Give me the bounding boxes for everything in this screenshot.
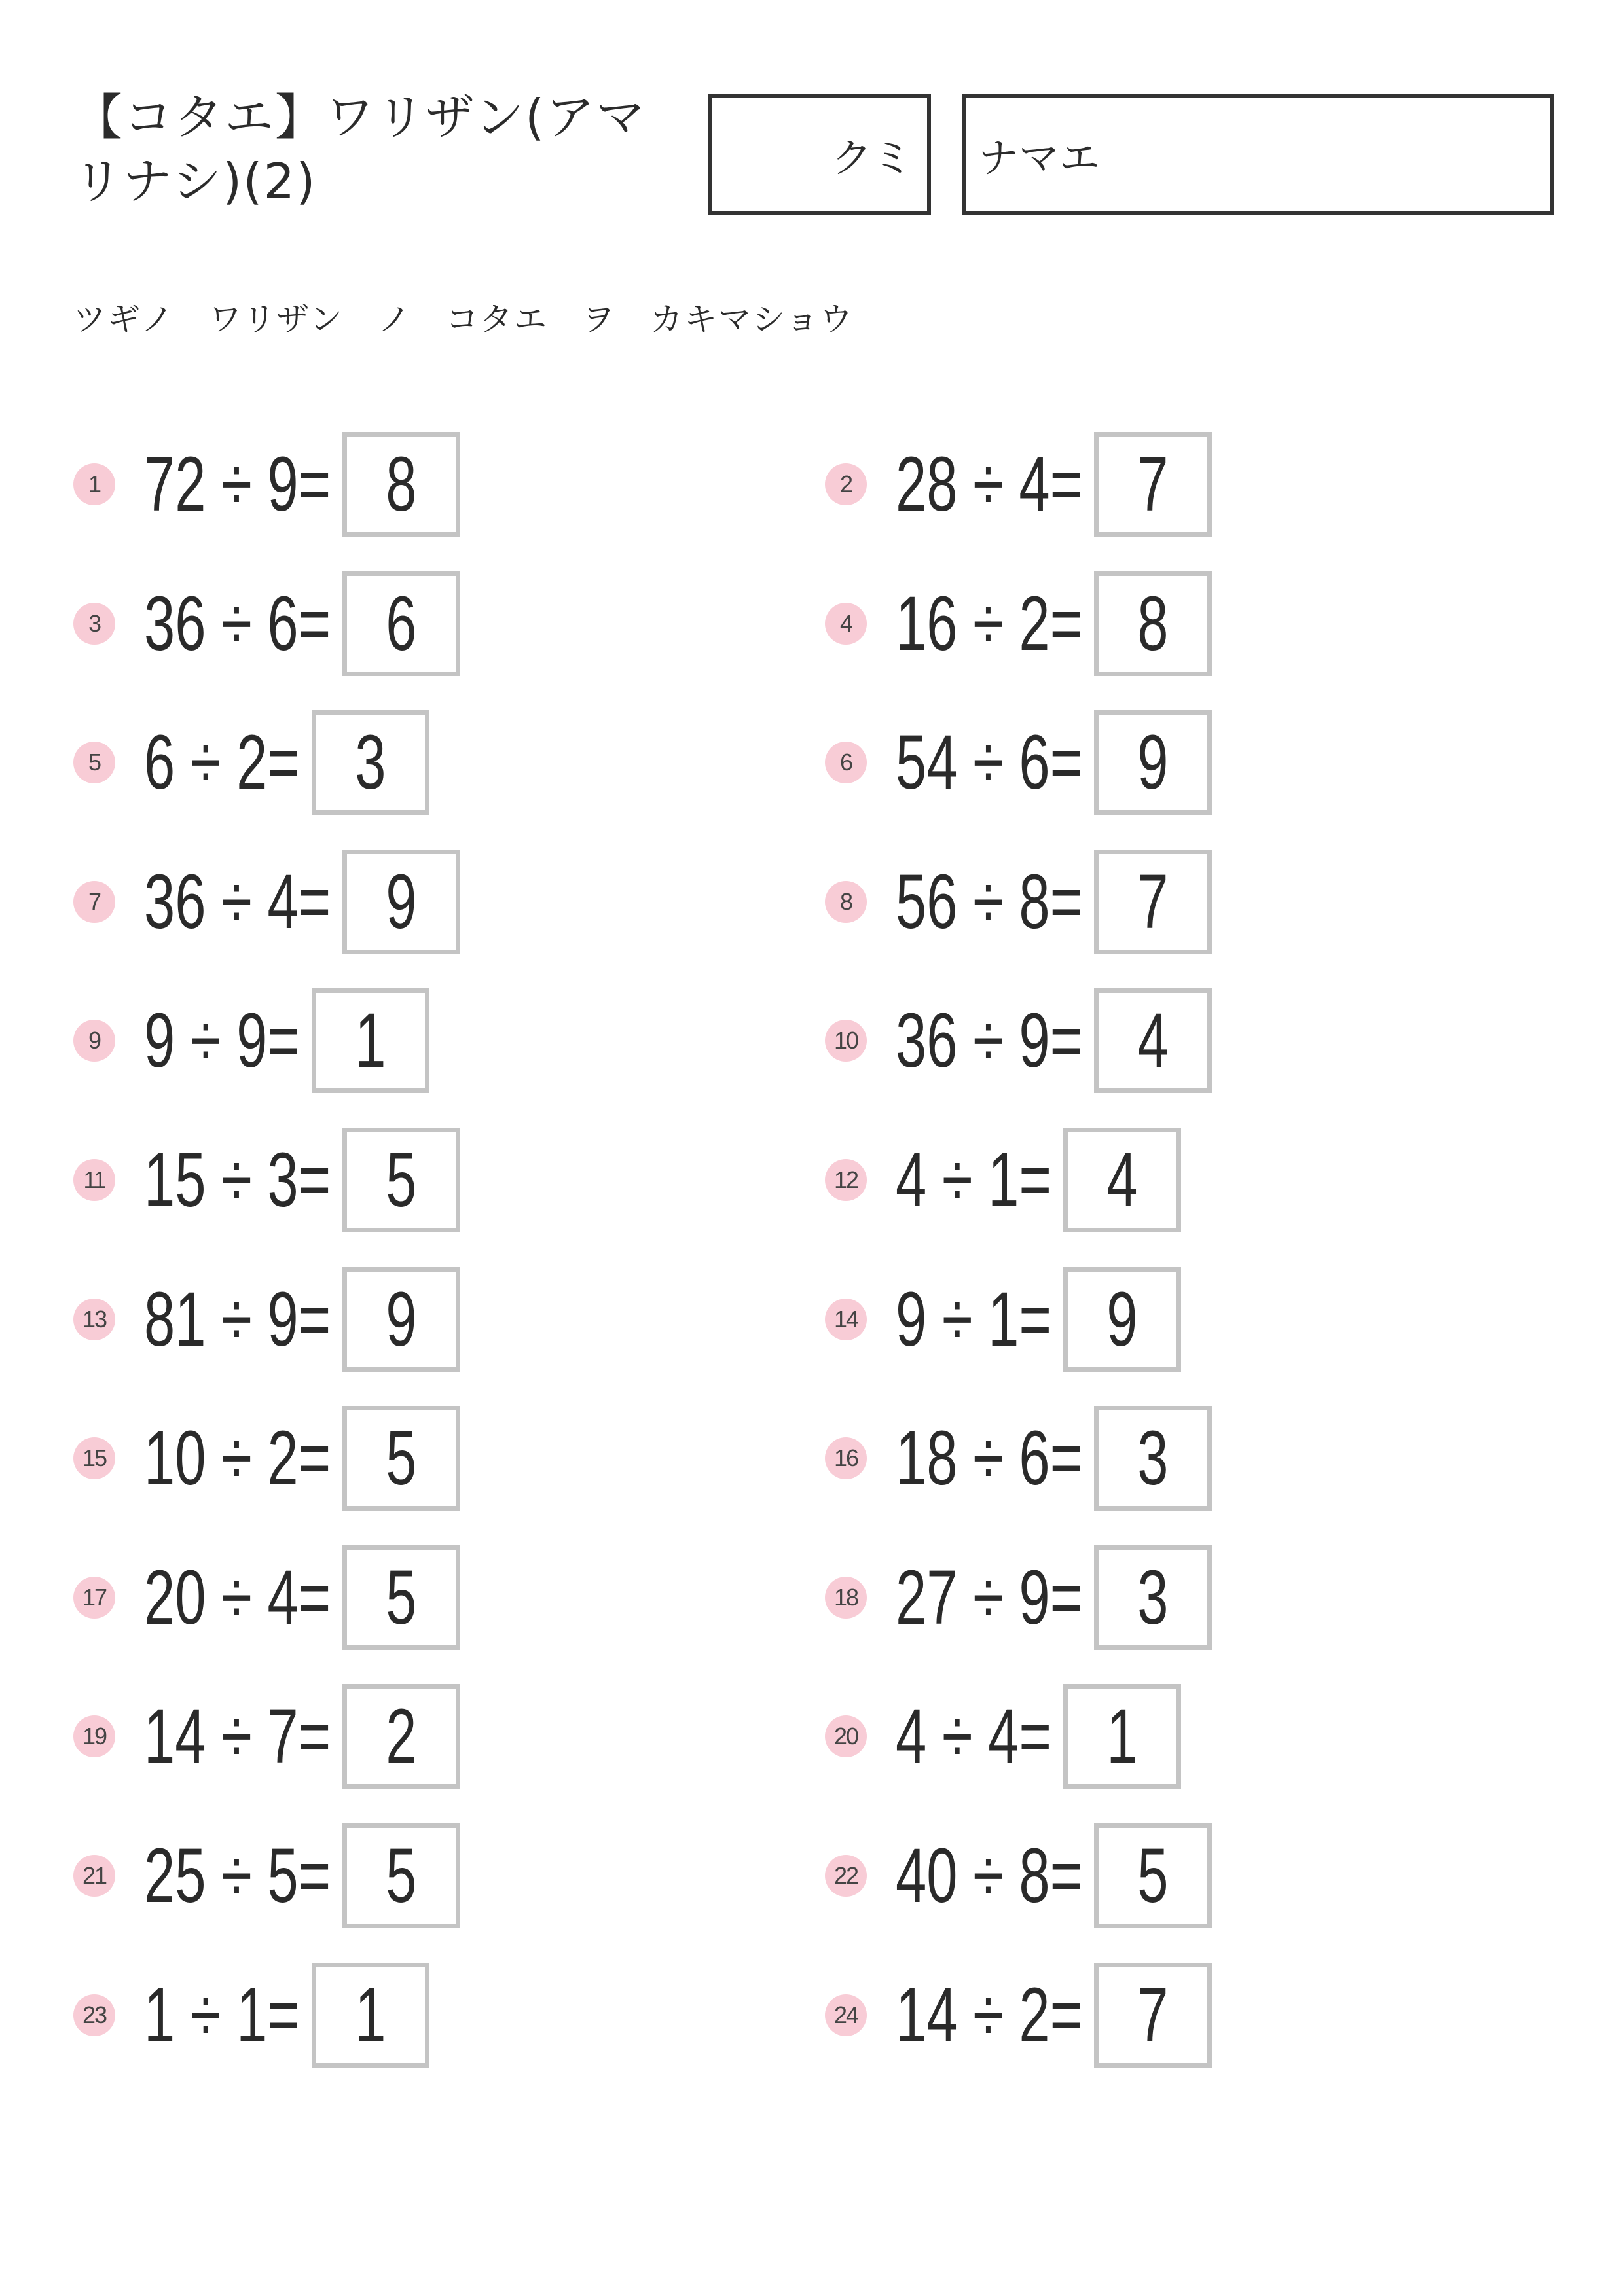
- division-expression: [896, 710, 1082, 815]
- answer-box[interactable]: [1094, 432, 1212, 537]
- name-label: ナマエ: [978, 134, 1101, 182]
- answer-value: 4: [1106, 1137, 1138, 1223]
- divisor: 6: [1019, 1415, 1050, 1502]
- problem-number-badge: 1: [73, 463, 115, 505]
- dividend: 72: [144, 441, 206, 528]
- divisor: 2: [1019, 580, 1050, 667]
- equals-sign: =: [267, 997, 300, 1085]
- answer-box[interactable]: [342, 1267, 460, 1372]
- divide-sign: ÷: [206, 1833, 268, 1919]
- answer-value: 1: [355, 997, 386, 1085]
- answer-box[interactable]: [342, 571, 460, 676]
- dividend: 25: [144, 1833, 206, 1919]
- dividend: 9: [896, 1276, 927, 1363]
- dividend: 9: [144, 997, 175, 1085]
- divide-sign: ÷: [206, 1137, 268, 1223]
- division-expression: [896, 1267, 1051, 1372]
- problem-number-badge: 4: [825, 603, 867, 645]
- equals-sign: =: [298, 858, 331, 945]
- problem-number-badge: 23: [73, 1994, 115, 2036]
- divisor: 5: [267, 1833, 299, 1919]
- answer-box[interactable]: [1094, 710, 1212, 815]
- answer-value: 9: [386, 1276, 417, 1363]
- divisor: 7: [267, 1693, 299, 1780]
- divisor: 1: [988, 1276, 1019, 1363]
- divisor: 4: [267, 858, 299, 945]
- divisor: 9: [267, 1276, 299, 1363]
- answer-value: 5: [386, 1137, 417, 1223]
- divide-sign: ÷: [957, 719, 1019, 806]
- division-expression: [144, 1684, 331, 1789]
- dividend: 14: [144, 1693, 206, 1780]
- class-label: クミ: [831, 134, 913, 182]
- divisor: 4: [267, 1554, 299, 1641]
- answer-box[interactable]: [1094, 850, 1212, 954]
- dividend: 18: [896, 1415, 958, 1502]
- answer-box[interactable]: [342, 1545, 460, 1650]
- division-expression: [144, 850, 331, 954]
- division-expression: [896, 1684, 1051, 1789]
- dividend: 40: [896, 1833, 958, 1919]
- division-expression: [144, 1823, 331, 1928]
- answer-value: 3: [355, 719, 386, 806]
- answer-value: 5: [386, 1554, 417, 1641]
- divisor: 3: [267, 1137, 299, 1223]
- divide-sign: ÷: [926, 1137, 989, 1223]
- dividend: 4: [896, 1137, 927, 1223]
- answer-value: 3: [1137, 1554, 1169, 1641]
- dividend: 10: [144, 1415, 206, 1502]
- problem-number-badge: 14: [825, 1299, 867, 1340]
- divide-sign: ÷: [175, 719, 237, 806]
- division-expression: [896, 1406, 1082, 1511]
- dividend: 81: [144, 1276, 206, 1363]
- divisor: 6: [267, 580, 299, 667]
- equals-sign: =: [298, 1833, 331, 1919]
- equals-sign: =: [298, 580, 331, 667]
- problem-number-badge: 15: [73, 1437, 115, 1479]
- answer-box[interactable]: [342, 850, 460, 954]
- answer-box[interactable]: [1094, 1406, 1212, 1511]
- divide-sign: ÷: [175, 1971, 237, 2058]
- answer-box[interactable]: [1094, 1545, 1212, 1650]
- answer-box[interactable]: [312, 988, 429, 1093]
- problem-number-badge: 17: [73, 1577, 115, 1619]
- answer-box[interactable]: [1063, 1128, 1181, 1232]
- divisor: 4: [1019, 441, 1050, 528]
- divide-sign: ÷: [957, 858, 1019, 945]
- equals-sign: =: [1049, 997, 1083, 1085]
- answer-box[interactable]: [1094, 1823, 1212, 1928]
- answer-value: 5: [1137, 1833, 1169, 1919]
- answer-box[interactable]: [312, 1963, 429, 2068]
- equals-sign: =: [1049, 1554, 1083, 1641]
- equals-sign: =: [1049, 1415, 1083, 1502]
- divide-sign: ÷: [957, 1554, 1019, 1641]
- answer-box[interactable]: [1094, 571, 1212, 676]
- dividend: 54: [896, 719, 958, 806]
- equals-sign: =: [298, 1693, 331, 1780]
- problem-number-badge: 13: [73, 1299, 115, 1340]
- answer-box[interactable]: [1094, 988, 1212, 1093]
- divisor: 1: [236, 1971, 268, 2058]
- problem-number-badge: 7: [73, 881, 115, 923]
- equals-sign: =: [267, 1971, 300, 2058]
- division-expression: [896, 1963, 1082, 2068]
- instruction-text: ツギノ ワリザン ノ コタエ ヲ カキマショウ: [73, 300, 854, 338]
- equals-sign: =: [267, 719, 300, 806]
- answer-value: 7: [1137, 858, 1169, 945]
- problem-number-badge: 2: [825, 463, 867, 505]
- answer-value: 9: [1106, 1276, 1138, 1363]
- answer-value: 5: [386, 1415, 417, 1502]
- problem-number-badge: 20: [825, 1715, 867, 1757]
- dividend: 28: [896, 441, 958, 528]
- division-expression: [896, 571, 1082, 676]
- problem-number-badge: 11: [73, 1159, 115, 1201]
- problem-number-badge: 6: [825, 742, 867, 783]
- equals-sign: =: [1049, 858, 1083, 945]
- divisor: 6: [1019, 719, 1050, 806]
- dividend: 1: [144, 1971, 175, 2058]
- dividend: 15: [144, 1137, 206, 1223]
- divide-sign: ÷: [957, 580, 1019, 667]
- answer-value: 2: [386, 1693, 417, 1780]
- dividend: 36: [144, 858, 206, 945]
- problem-number-badge: 9: [73, 1020, 115, 1062]
- divide-sign: ÷: [957, 1971, 1019, 2058]
- dividend: 36: [896, 997, 958, 1085]
- divide-sign: ÷: [206, 1693, 268, 1780]
- division-expression: [896, 1128, 1051, 1232]
- division-expression: [896, 432, 1082, 537]
- divide-sign: ÷: [175, 997, 237, 1085]
- answer-box[interactable]: [1063, 1684, 1181, 1789]
- problem-number-badge: 22: [825, 1855, 867, 1897]
- worksheet-title: 【コタエ】ワリザン(アマリナシ)(2): [73, 88, 647, 210]
- answer-box[interactable]: [342, 1406, 460, 1511]
- division-expression: [144, 571, 331, 676]
- answer-value: 5: [386, 1833, 417, 1919]
- equals-sign: =: [1019, 1137, 1051, 1223]
- divide-sign: ÷: [926, 1276, 989, 1363]
- division-expression: [144, 1545, 331, 1650]
- division-expression: [144, 988, 300, 1093]
- divide-sign: ÷: [957, 1415, 1019, 1502]
- problem-number-badge: 24: [825, 1994, 867, 2036]
- answer-box[interactable]: [342, 1823, 460, 1928]
- answer-value: 4: [1137, 997, 1169, 1085]
- answer-value: 3: [1137, 1415, 1169, 1502]
- answer-value: 7: [1137, 441, 1169, 528]
- equals-sign: =: [1049, 1833, 1083, 1919]
- divisor: 9: [1019, 1554, 1050, 1641]
- division-expression: [144, 1406, 331, 1511]
- equals-sign: =: [298, 1554, 331, 1641]
- problem-number-badge: 16: [825, 1437, 867, 1479]
- equals-sign: =: [1049, 1971, 1083, 2058]
- equals-sign: =: [1019, 1276, 1051, 1363]
- equals-sign: =: [298, 1276, 331, 1363]
- division-expression: [144, 1128, 331, 1232]
- equals-sign: =: [1049, 719, 1083, 806]
- answer-box[interactable]: [1063, 1267, 1181, 1372]
- equals-sign: =: [1019, 1693, 1051, 1780]
- division-expression: [896, 1545, 1082, 1650]
- division-expression: [144, 1963, 300, 2068]
- problem-number-badge: 19: [73, 1715, 115, 1757]
- dividend: 4: [896, 1693, 927, 1780]
- problem-number-badge: 10: [825, 1020, 867, 1062]
- problem-number-badge: 5: [73, 742, 115, 783]
- divide-sign: ÷: [926, 1693, 989, 1780]
- divisor: 8: [1019, 1833, 1050, 1919]
- answer-value: 8: [386, 441, 417, 528]
- divide-sign: ÷: [206, 1415, 268, 1502]
- divisor: 1: [988, 1137, 1019, 1223]
- equals-sign: =: [298, 441, 331, 528]
- divide-sign: ÷: [206, 580, 268, 667]
- divide-sign: ÷: [957, 441, 1019, 528]
- divisor: 4: [988, 1693, 1019, 1780]
- divisor: 9: [1019, 997, 1050, 1085]
- answer-box[interactable]: [342, 432, 460, 537]
- answer-value: 1: [1106, 1693, 1138, 1780]
- problem-number-badge: 12: [825, 1159, 867, 1201]
- divide-sign: ÷: [206, 1276, 268, 1363]
- equals-sign: =: [1049, 580, 1083, 667]
- divisor: 2: [1019, 1971, 1050, 2058]
- answer-box[interactable]: [1094, 1963, 1212, 2068]
- dividend: 6: [144, 719, 175, 806]
- answer-value: 9: [386, 858, 417, 945]
- answer-value: 8: [1137, 580, 1169, 667]
- divide-sign: ÷: [957, 997, 1019, 1085]
- divisor: 2: [267, 1415, 299, 1502]
- division-expression: [144, 432, 331, 537]
- divisor: 8: [1019, 858, 1050, 945]
- equals-sign: =: [298, 1137, 331, 1223]
- division-expression: [896, 1823, 1082, 1928]
- answer-value: 1: [355, 1971, 386, 2058]
- dividend: 56: [896, 858, 958, 945]
- dividend: 20: [144, 1554, 206, 1641]
- answer-value: 7: [1137, 1971, 1169, 2058]
- dividend: 27: [896, 1554, 958, 1641]
- problem-number-badge: 21: [73, 1855, 115, 1897]
- divisor: 9: [267, 441, 299, 528]
- divisor: 2: [236, 719, 268, 806]
- answer-box[interactable]: [342, 1684, 460, 1789]
- division-expression: [144, 710, 300, 815]
- division-expression: [896, 988, 1082, 1093]
- problem-number-badge: 3: [73, 603, 115, 645]
- divide-sign: ÷: [206, 441, 268, 528]
- dividend: 36: [144, 580, 206, 667]
- answer-box[interactable]: [312, 710, 429, 815]
- equals-sign: =: [1049, 441, 1083, 528]
- divide-sign: ÷: [957, 1833, 1019, 1919]
- division-expression: [144, 1267, 331, 1372]
- dividend: 16: [896, 580, 958, 667]
- divide-sign: ÷: [206, 858, 268, 945]
- answer-box[interactable]: [342, 1128, 460, 1232]
- answer-value: 9: [1137, 719, 1169, 806]
- dividend: 14: [896, 1971, 958, 2058]
- division-expression: [896, 850, 1082, 954]
- problem-number-badge: 8: [825, 881, 867, 923]
- divisor: 9: [236, 997, 268, 1085]
- divide-sign: ÷: [206, 1554, 268, 1641]
- equals-sign: =: [298, 1415, 331, 1502]
- answer-value: 6: [386, 580, 417, 667]
- problem-number-badge: 18: [825, 1577, 867, 1619]
